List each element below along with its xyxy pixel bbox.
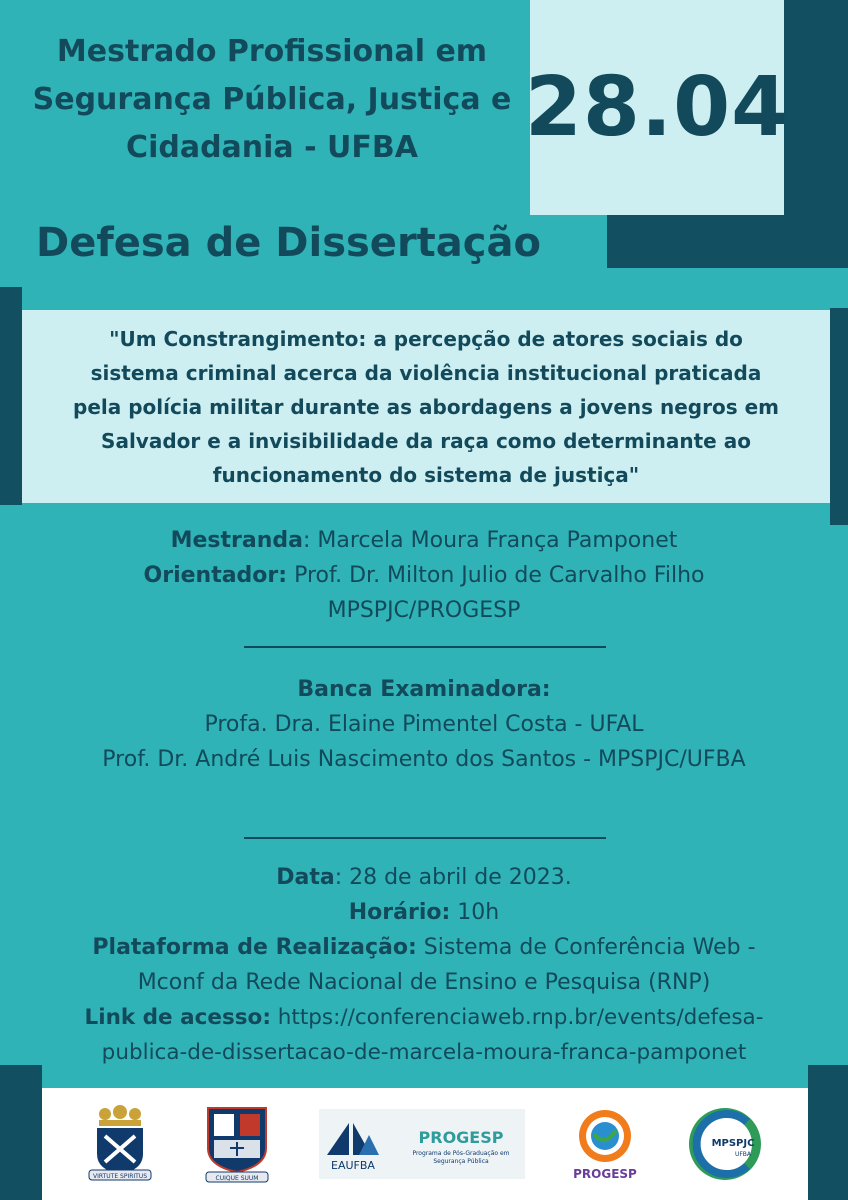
program-title-line: Segurança Pública, Justiça e bbox=[32, 82, 512, 117]
platform-line bbox=[0, 930, 848, 965]
progesp-subtitle: Segurança Pública bbox=[433, 1158, 489, 1165]
thesis-title-box bbox=[22, 310, 830, 503]
advisor-line bbox=[0, 558, 848, 593]
advisor-affiliation: MPSPJC/PROGESP bbox=[327, 598, 521, 623]
platform-value-cont: Mconf da Rede Nacional de Ensino e Pesquisa (RNP) bbox=[137, 970, 711, 995]
progesp-logo bbox=[570, 1104, 640, 1184]
thesis-title-line: sistema criminal acerca da violência institucional praticada bbox=[90, 360, 762, 385]
link-value[interactable]: https://conferenciaweb.rnp.br/events/defesa- bbox=[270, 1005, 764, 1030]
people-section bbox=[0, 523, 848, 628]
law-faculty-shield-icon bbox=[200, 1104, 274, 1184]
divider bbox=[244, 837, 606, 839]
date-badge-text: 28.04 bbox=[524, 60, 790, 155]
mpspjc-emblem-icon bbox=[685, 1104, 765, 1184]
divider bbox=[244, 646, 606, 648]
platform-value: Sistema de Conferência Web - bbox=[416, 935, 756, 960]
advisor-name: Prof. Dr. Milton Julio de Carvalho Filho bbox=[287, 563, 705, 588]
date-badge bbox=[524, 0, 790, 215]
student-line bbox=[0, 523, 848, 558]
progesp-title: PROGESP bbox=[418, 1128, 504, 1147]
date-value: : 28 de abril de 2023. bbox=[334, 865, 572, 890]
faculty-motto: CUIQUE SUUM bbox=[215, 1175, 259, 1182]
time-line bbox=[0, 895, 848, 930]
board-title: Banca Examinadora: bbox=[297, 677, 551, 702]
ufba-coat-of-arms-icon bbox=[85, 1104, 155, 1184]
program-title-line: Mestrado Profissional em bbox=[56, 34, 488, 69]
mpspjc-sub: UFBA bbox=[735, 1151, 752, 1158]
progesp-logo-label: PROGESP bbox=[573, 1167, 638, 1181]
student-name: : Marcela Moura França Pamponet bbox=[303, 528, 678, 553]
progesp-emblem-icon bbox=[570, 1104, 640, 1184]
thesis-title-line: pela polícia militar durante as abordagens a jovens negros em bbox=[73, 394, 779, 419]
thesis-title bbox=[73, 322, 779, 492]
details-section bbox=[0, 860, 848, 1070]
eaufba-progesp-logo bbox=[319, 1109, 525, 1179]
program-title bbox=[22, 28, 522, 172]
link-label: Link de acesso: bbox=[84, 1005, 271, 1030]
platform-label: Plataforma de Realização: bbox=[92, 935, 417, 960]
link-value-cont[interactable]: publica-de-dissertacao-de-marcela-moura-franca-pamponet bbox=[101, 1040, 747, 1065]
accent-bar-right bbox=[830, 308, 848, 525]
mpspjc-label: MPSPJC bbox=[711, 1138, 755, 1149]
eaufba-label: EAUFBA bbox=[331, 1159, 375, 1172]
program-title-line: Cidadania - UFBA bbox=[126, 130, 418, 165]
footer-bar-left bbox=[0, 1065, 42, 1200]
advisor-label: Orientador: bbox=[143, 563, 288, 588]
board-section bbox=[0, 672, 848, 777]
link-line bbox=[0, 1000, 848, 1035]
event-title: Defesa de Dissertação bbox=[36, 220, 541, 266]
board-member: Prof. Dr. André Luis Nascimento dos Santos - MPSPJC/UFBA bbox=[102, 747, 746, 772]
thesis-title-line: funcionamento do sistema de justiça" bbox=[212, 462, 640, 487]
progesp-subtitle: Programa de Pós-Graduação em bbox=[412, 1150, 510, 1157]
eaufba-progesp-banner-icon bbox=[319, 1109, 525, 1179]
date-line bbox=[0, 860, 848, 895]
footer-bar-right bbox=[808, 1065, 848, 1200]
date-label: Data bbox=[276, 865, 335, 890]
accent-bar-left bbox=[0, 287, 22, 505]
faculty-logo bbox=[200, 1104, 274, 1184]
time-value: 10h bbox=[450, 900, 500, 925]
time-label: Horário: bbox=[348, 900, 451, 925]
ufba-logo bbox=[85, 1104, 155, 1184]
thesis-title-line: Salvador e a invisibilidade da raça como determinante ao bbox=[101, 428, 751, 453]
logo-footer bbox=[42, 1088, 808, 1200]
mpspjc-logo bbox=[685, 1104, 765, 1184]
ufba-motto: VIRTUTE SPIRITUS bbox=[92, 1173, 147, 1180]
thesis-title-line: "Um Constrangimento: a percepção de atores sociais do bbox=[109, 326, 743, 351]
board-member: Profa. Dra. Elaine Pimentel Costa - UFAL bbox=[204, 712, 644, 737]
student-label: Mestranda bbox=[170, 528, 303, 553]
